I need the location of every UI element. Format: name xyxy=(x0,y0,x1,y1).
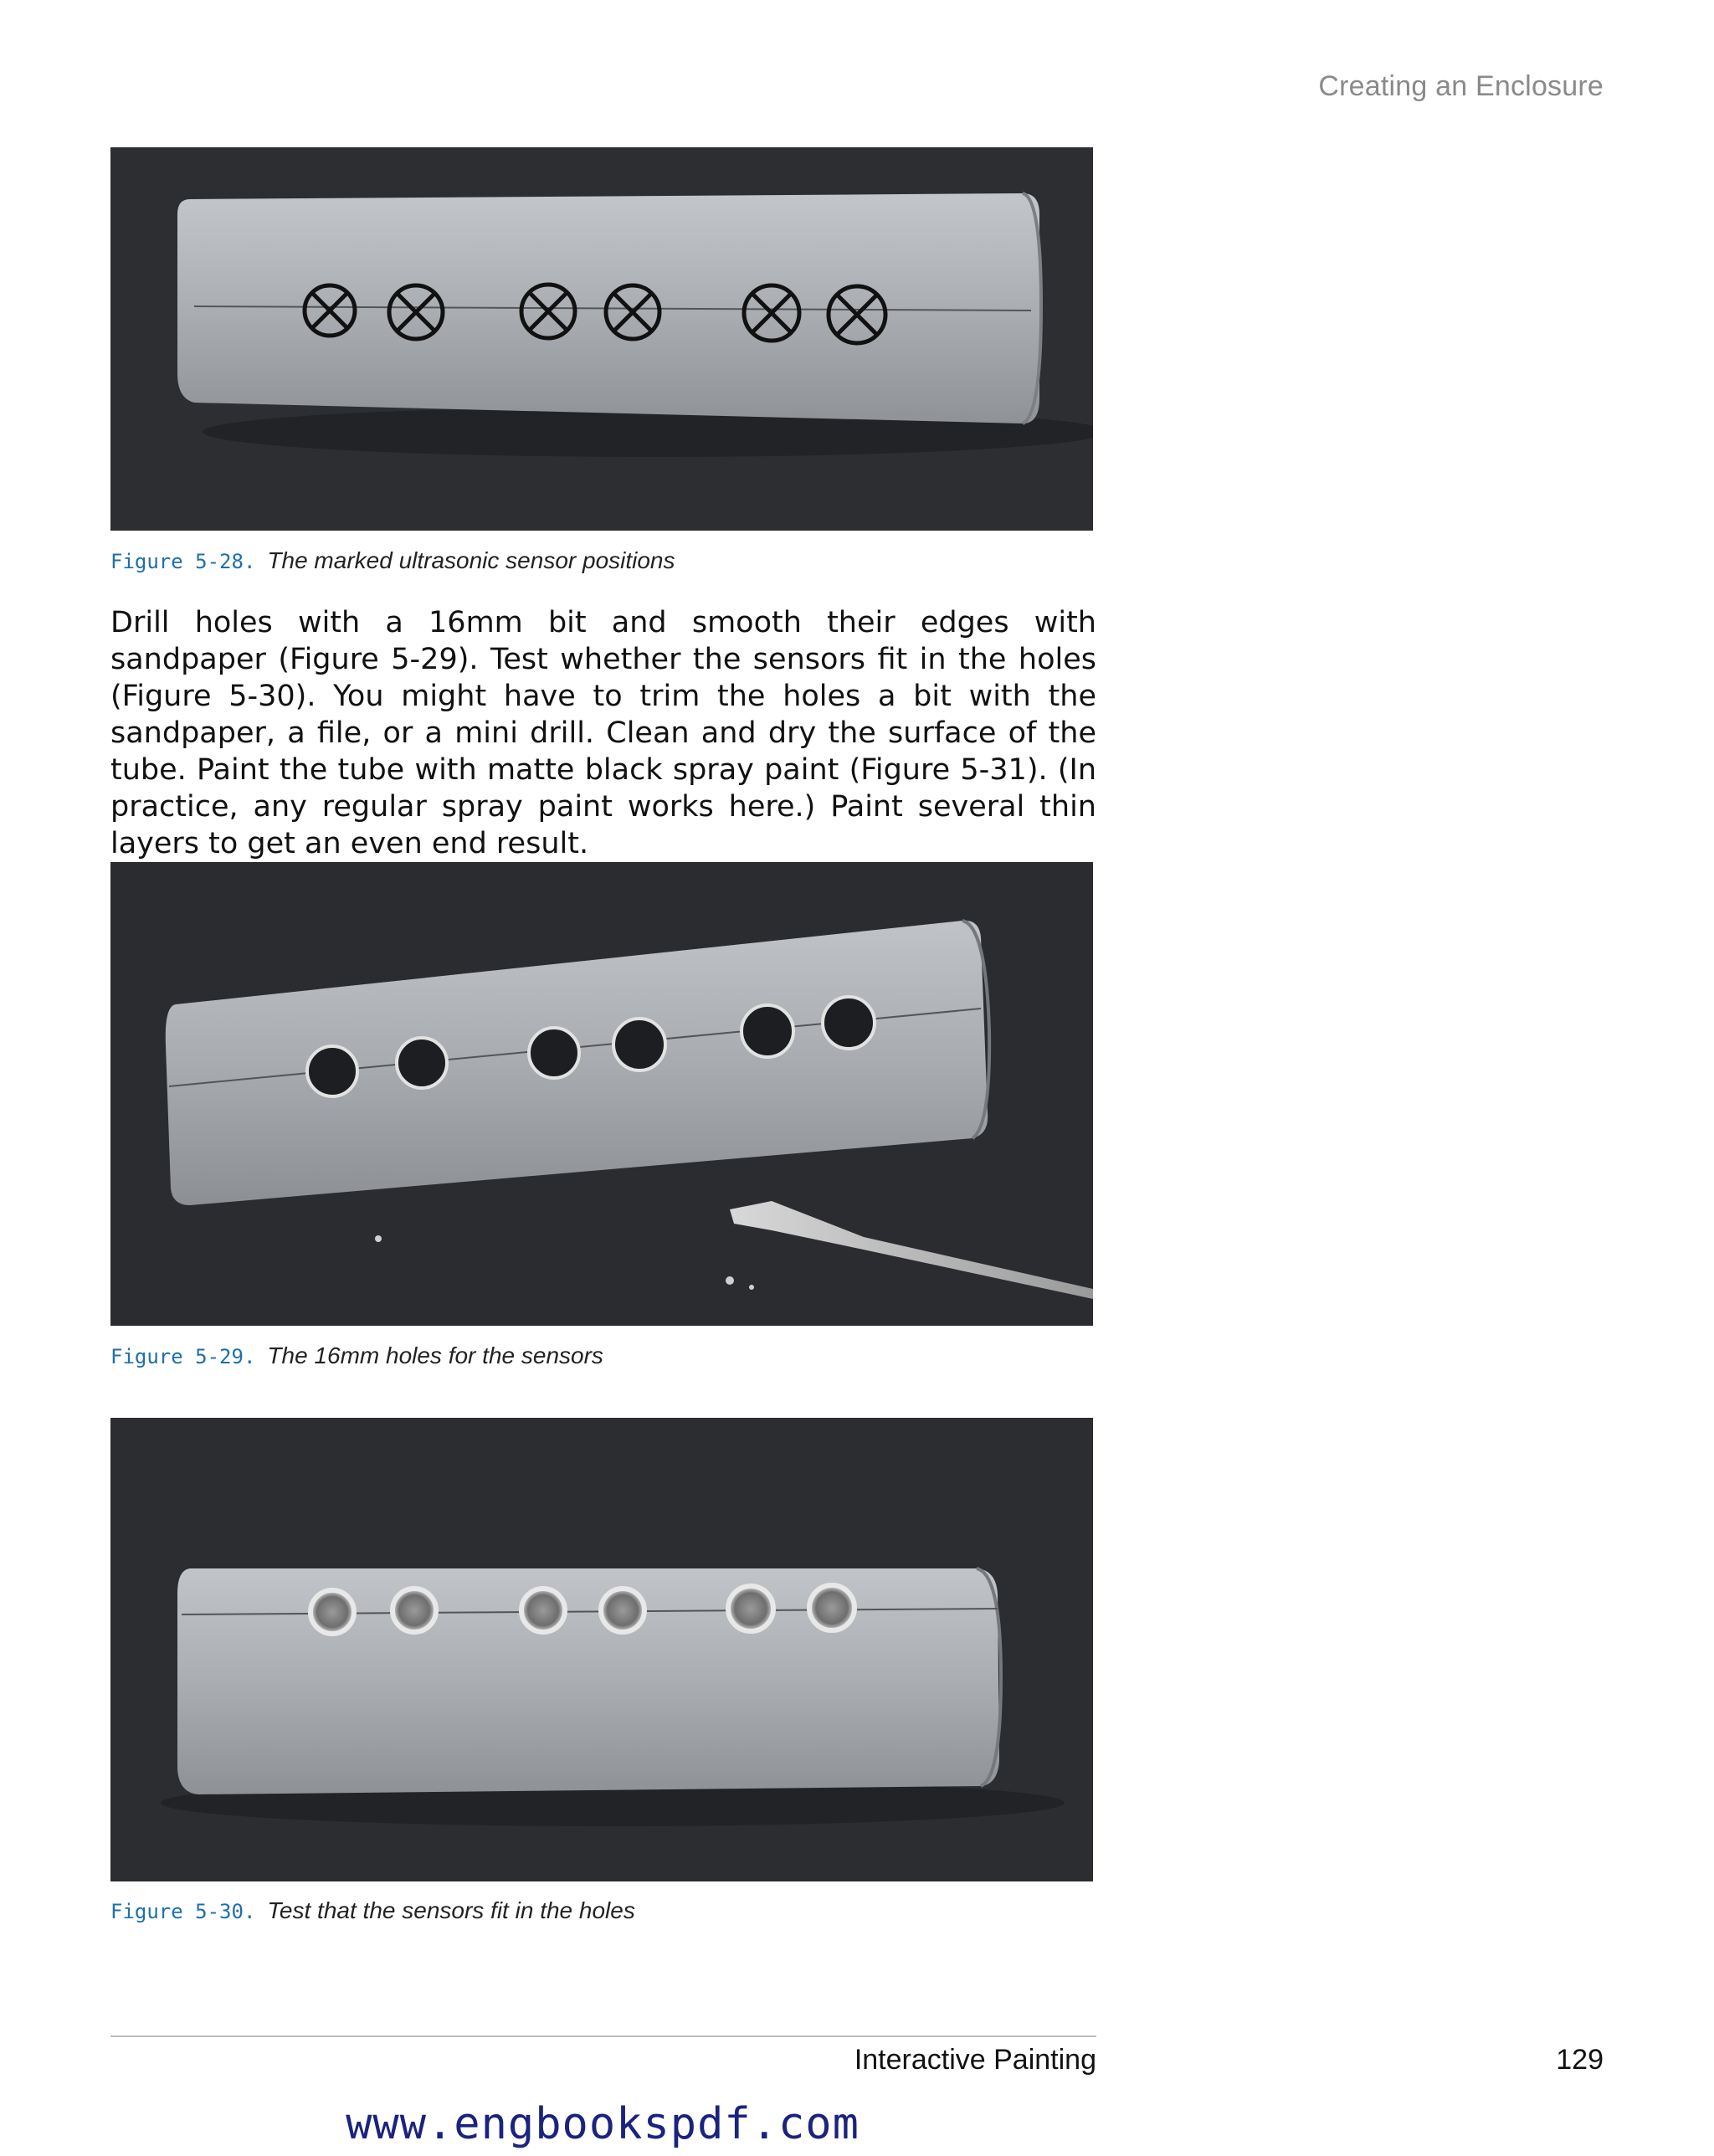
figure-caption-text: The 16mm holes for the sensors xyxy=(267,1342,603,1368)
running-head: Creating an Enclosure xyxy=(1318,70,1604,102)
figure-label: Figure 5-29. xyxy=(110,1345,256,1368)
figure-5-30-image xyxy=(110,1418,1093,1881)
figure-5-29-caption xyxy=(110,1342,603,1369)
figure-5-28-image xyxy=(110,147,1093,531)
body-paragraph: Drill holes with a 16mm bit and smooth their edges with sandpaper (Figure 5-29). Test whether the sensors fit in the holes (Figure 5-30). You might have to trim the holes a bit with the sandpaper, a file, or a mini drill. Clean and dry the surface of the tube. Paint the tube with matte black spray paint (Figure 5-31). (In practice, any regular spray paint works here.) Paint several thin layers to get an even end result. xyxy=(110,606,1096,860)
figure-5-30-caption xyxy=(110,1897,635,1924)
figure-5-29-image xyxy=(110,862,1093,1326)
figure-label: Figure 5-30. xyxy=(110,1900,256,1923)
footer-book-title: Interactive Painting xyxy=(854,2044,1096,2076)
watermark-link[interactable]: www.engbookspdf.com xyxy=(346,2099,860,2149)
figure-label: Figure 5-28. xyxy=(110,550,256,573)
figure-caption-text: Test that the sensors fit in the holes xyxy=(267,1897,635,1923)
figure-5-28-caption xyxy=(110,547,675,574)
figure-caption-text: The marked ultrasonic sensor positions xyxy=(267,547,675,573)
page-number: 129 xyxy=(1556,2044,1604,2076)
footer-rule xyxy=(110,2035,1096,2037)
